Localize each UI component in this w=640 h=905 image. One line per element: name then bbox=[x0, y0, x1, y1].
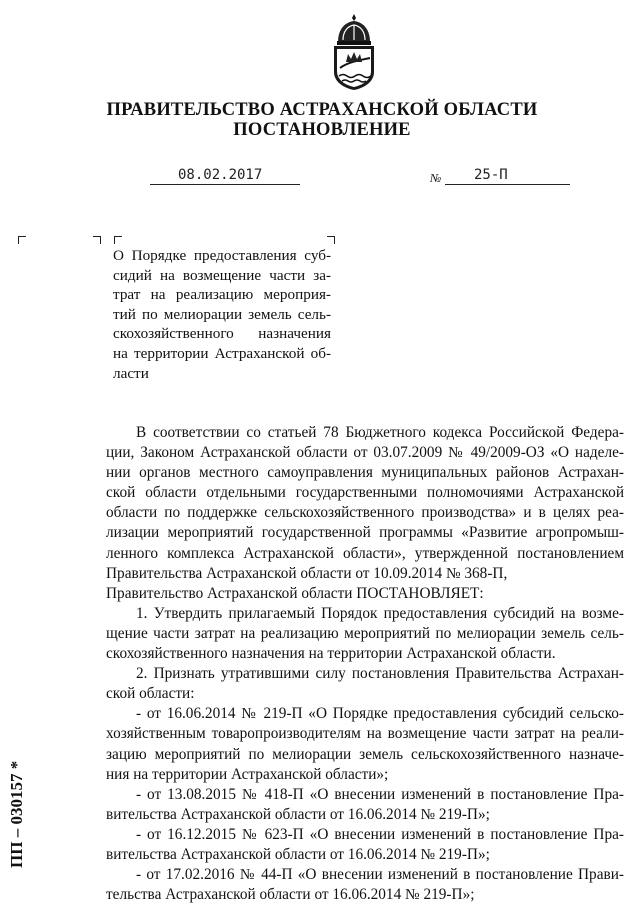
body-line: вительства Астраханской области от 16.06.2014 № 219-П»; bbox=[106, 805, 490, 823]
body-line: зацию мероприятий по мелиорации земель сельскохозяйственного назначе- bbox=[106, 745, 624, 763]
body-line: ской области отдельными государственными полномочиями Астраханской bbox=[106, 484, 624, 502]
body-line: 2. Признать утратившими силу постановления Правительства Астрахан- bbox=[136, 665, 624, 683]
body-line: вительства Астраханской области от 16.06.2014 № 219-П»; bbox=[106, 845, 490, 863]
document-type-title: ПОСТАНОВЛЕНИЕ bbox=[233, 120, 411, 140]
body-line: - от 16.12.2015 № 623-П «О внесении изменений в постановление Пра- bbox=[136, 825, 624, 843]
body-line: скохозяйственного назначения на территории Астраханской области. bbox=[106, 645, 556, 663]
body-line: лизации мероприятий государственной программы «Развитие агропромыш- bbox=[106, 524, 624, 542]
document-body bbox=[106, 423, 624, 905]
government-title: ПРАВИТЕЛЬСТВО АСТРАХАНСКОЙ ОБЛАСТИ bbox=[106, 100, 538, 120]
number-sign: № bbox=[430, 171, 442, 185]
subject-line: сидий на возмещение части за- bbox=[113, 266, 331, 284]
subject-line: тий по мелиорации земель сель- bbox=[113, 305, 331, 323]
body-line: ской области: bbox=[106, 685, 195, 703]
body-line: 1. Утвердить прилагаемый Порядок предоставления субсидий на возме- bbox=[136, 604, 624, 622]
serial-number-text: ПП – 030157 * bbox=[7, 760, 26, 868]
body-line: ленного комплекса Астраханской области», утвержденной постановлением bbox=[106, 544, 624, 562]
document-date: 08.02.2017 bbox=[178, 167, 263, 183]
date-underline bbox=[150, 184, 300, 185]
subject-line: трат на реализацию мероприя- bbox=[113, 286, 331, 304]
corner-mark bbox=[114, 236, 122, 244]
body-line: хозяйственным товаропроизводителям на возмещение части затрат на реали- bbox=[106, 725, 624, 743]
subject-line: ласти bbox=[113, 364, 149, 382]
number-underline bbox=[445, 184, 570, 185]
document-number: 25-П bbox=[474, 167, 508, 183]
body-line: - от 13.08.2015 № 418-П «О внесении изменений в постановление Пра- bbox=[136, 785, 624, 803]
subject-line: О Порядке предоставления суб- bbox=[113, 247, 331, 264]
document-subject bbox=[113, 246, 331, 383]
body-line: Правительство Астраханской области ПОСТАНОВЛЯЕТ: bbox=[106, 584, 484, 602]
subject-line: на территории Астраханской об- bbox=[113, 344, 331, 362]
body-line: В соответствии со статьей 78 Бюджетного кодекса Российской Федера- bbox=[136, 424, 624, 441]
body-line: области по поддержке сельскохозяйственного производства» и в целях реа- bbox=[106, 504, 624, 522]
body-line: - от 17.02.2016 № 44-П «О внесении изменений в постановление Прави- bbox=[136, 866, 624, 884]
subject-line: скохозяйственного назначения bbox=[113, 325, 331, 343]
corner-mark bbox=[93, 236, 101, 244]
body-line: ции, Законом Астраханской области от 03.07.2009 № 49/2009-ОЗ «О наделе- bbox=[106, 444, 624, 462]
corner-mark bbox=[18, 236, 26, 244]
body-line: тельства Астраханской области от 16.06.2014 № 219-П»; bbox=[106, 886, 475, 904]
corner-mark bbox=[327, 236, 335, 244]
body-line: нии органов местного самоуправления муниципальных районов Астрахан- bbox=[106, 464, 624, 482]
serial-number-stamp bbox=[4, 690, 30, 870]
body-line: - от 16.06.2014 № 219-П «О Порядке предоставления субсидий сельско- bbox=[136, 705, 624, 723]
body-line: щение части затрат на реализацию мероприятий по мелиорации земель сель- bbox=[106, 624, 624, 642]
coat-of-arms-emblem bbox=[326, 12, 382, 92]
body-line: ния на территории Астраханской области»; bbox=[106, 765, 389, 783]
body-line: Правительства Астраханской области от 10.09.2014 № 368-П, bbox=[106, 564, 508, 582]
